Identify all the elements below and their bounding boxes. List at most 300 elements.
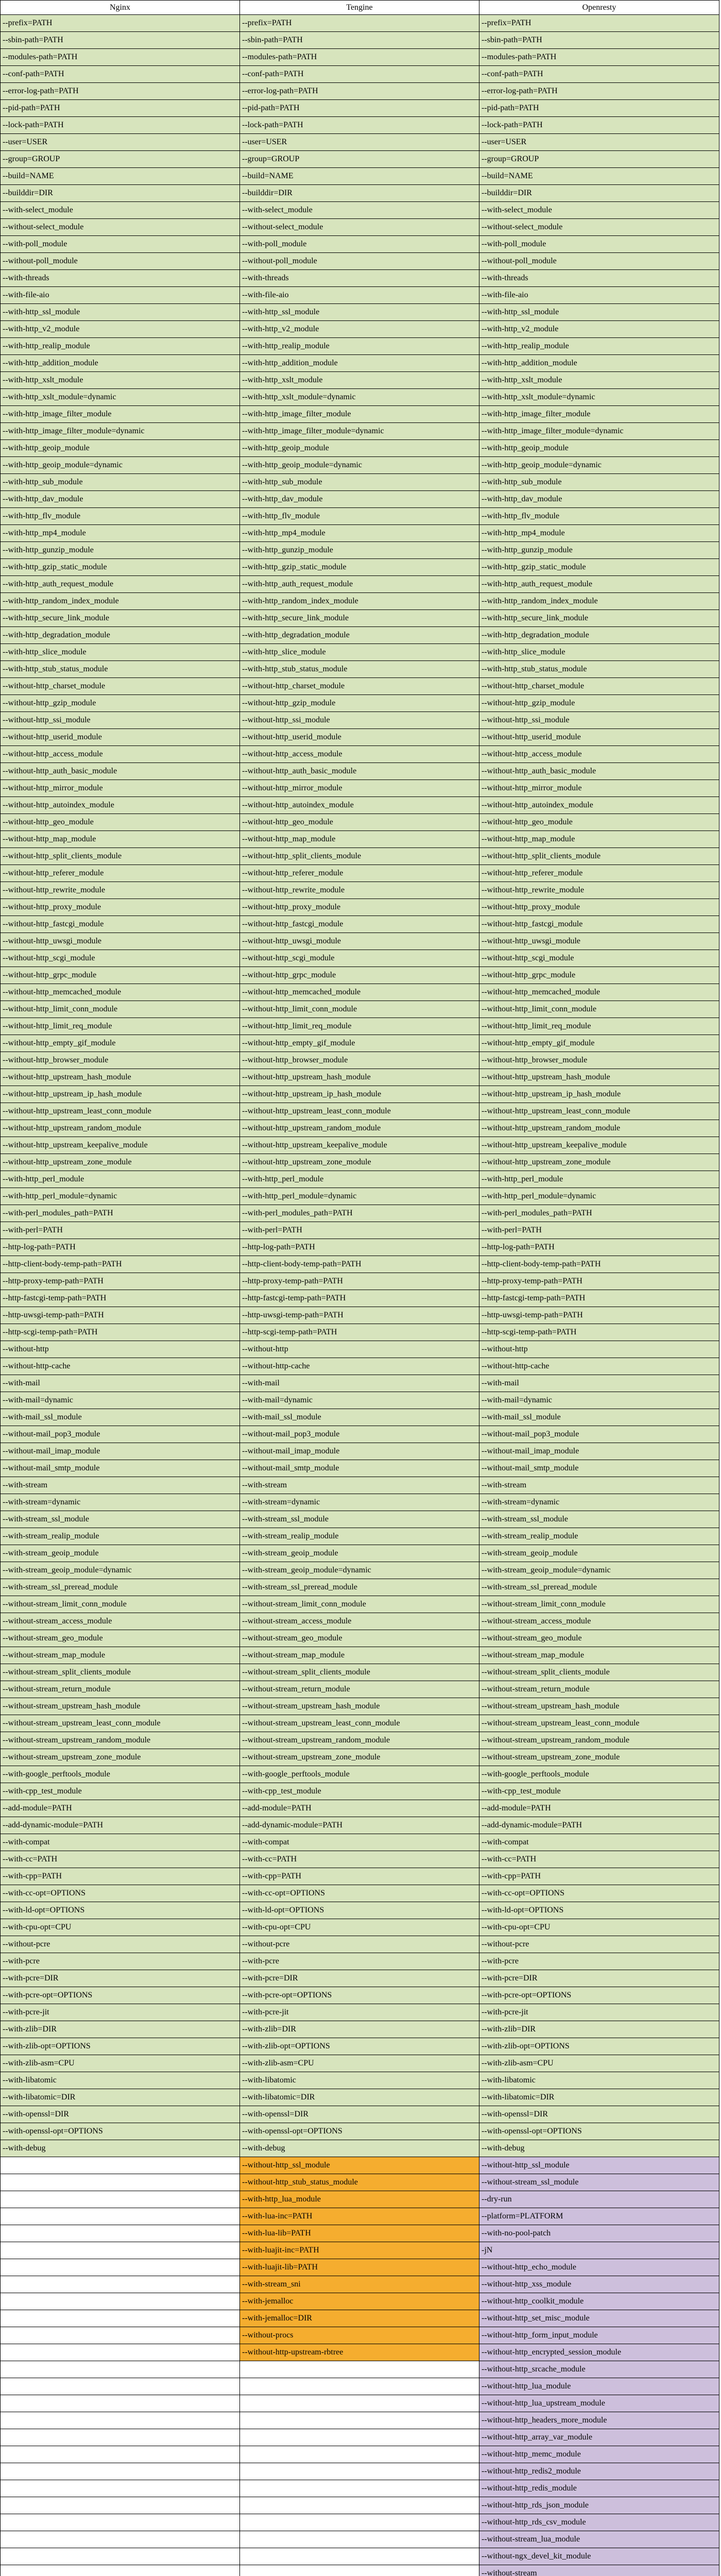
nginx-option: --without-http [1,1341,240,1358]
nginx-option: --without-http_autoindex_module [1,797,240,814]
tengine-option: --without-stream_geo_module [240,1630,479,1647]
openresty-option: --with-http_flv_module [479,508,719,525]
options-body [1,15,719,2576]
table-row [1,1647,719,1664]
tengine-option: --with-stream_ssl_module [240,1511,479,1528]
nginx-option: --with-pcre-opt=OPTIONS [1,1987,240,2004]
tengine-option: --modules-path=PATH [240,49,479,66]
openresty-extra-option: --without-ngx_devel_kit_module [479,2548,719,2565]
openresty-option: --with-perl_modules_path=PATH [479,1205,719,1222]
nginx-option: --with-zlib-asm=CPU [1,2055,240,2072]
nginx-empty-cell [1,2514,240,2531]
openresty-option: --with-cc=PATH [479,1851,719,1868]
table-row [1,2565,719,2576]
openresty-option: --with-cpp_test_module [479,1783,719,1800]
tengine-extra-option: --with-jemalloc [240,2293,479,2310]
tengine-extra-option: --with-http_lua_module [240,2191,479,2208]
table-row [1,2004,719,2021]
table-row [1,2208,719,2225]
table-row [1,712,719,729]
openresty-extra-option: --without-http_srcache_module [479,2361,719,2378]
openresty-option: --with-zlib=DIR [479,2021,719,2038]
tengine-option: --with-http_realip_module [240,338,479,355]
openresty-option: --without-stream_map_module [479,1647,719,1664]
openresty-option: --with-stream_ssl_module [479,1511,719,1528]
table-row [1,2055,719,2072]
openresty-option: --without-http_split_clients_module [479,848,719,865]
tengine-empty-cell [240,2497,479,2514]
table-row [1,763,719,780]
tengine-option: --with-zlib-opt=OPTIONS [240,2038,479,2055]
nginx-empty-cell [1,2497,240,2514]
tengine-option: --with-http_perl_module [240,1171,479,1188]
tengine-option: --with-mail=dynamic [240,1392,479,1409]
nginx-option: --without-pcre [1,1936,240,1953]
nginx-option: --build=NAME [1,168,240,185]
openresty-option: --without-http_upstream_zone_module [479,1154,719,1171]
table-row [1,1715,719,1732]
tengine-extra-option: --with-lua-inc=PATH [240,2208,479,2225]
openresty-option: --with-zlib-asm=CPU [479,2055,719,2072]
table-row [1,882,719,899]
tengine-option: --without-http_upstream_least_conn_module [240,1103,479,1120]
openresty-option: --modules-path=PATH [479,49,719,66]
tengine-option: --lock-path=PATH [240,117,479,134]
table-row [1,1188,719,1205]
nginx-option: --with-http_image_filter_module [1,406,240,423]
nginx-option: --without-http_scgi_module [1,950,240,967]
table-row [1,1783,719,1800]
table-row [1,236,719,253]
openresty-extra-option: --without-http_ssl_module [479,2157,719,2174]
openresty-extra-option: --without-http_rds_json_module [479,2497,719,2514]
nginx-option: --http-scgi-temp-path=PATH [1,1324,240,1341]
openresty-option: --without-http_charset_module [479,678,719,695]
table-row [1,151,719,168]
tengine-empty-cell [240,2395,479,2412]
table-row [1,559,719,576]
nginx-option: --with-cpp_test_module [1,1783,240,1800]
table-row [1,695,719,712]
tengine-extra-option: --without-http_ssl_module [240,2157,479,2174]
table-row [1,1052,719,1069]
nginx-option: --without-poll_module [1,253,240,270]
tengine-option: --with-openssl=DIR [240,2106,479,2123]
nginx-option: --http-uwsgi-temp-path=PATH [1,1307,240,1324]
nginx-option: --without-http_gzip_module [1,695,240,712]
tengine-option: --without-poll_module [240,253,479,270]
table-row [1,1137,719,1154]
table-row [1,355,719,372]
table-row [1,2259,719,2276]
table-row [1,406,719,423]
nginx-option: --without-http_mirror_module [1,780,240,797]
header-tengine: Tengine [240,1,479,15]
openresty-option: --with-http_gzip_static_module [479,559,719,576]
tengine-option: --with-stream_geoip_module=dynamic [240,1562,479,1579]
tengine-option: --without-http_limit_conn_module [240,1001,479,1018]
nginx-option: --with-http_degradation_module [1,627,240,644]
table-row [1,1868,719,1885]
table-row [1,270,719,287]
tengine-empty-cell [240,2429,479,2446]
nginx-option: --without-mail_smtp_module [1,1460,240,1477]
tengine-empty-cell [240,2446,479,2463]
openresty-option: --without-http_mirror_module [479,780,719,797]
tengine-extra-option: --with-jemalloc=DIR [240,2310,479,2327]
tengine-option: --http-scgi-temp-path=PATH [240,1324,479,1341]
tengine-option: --without-mail_pop3_module [240,1426,479,1443]
tengine-option: --with-http_slice_module [240,644,479,661]
openresty-option: --with-threads [479,270,719,287]
nginx-option: --with-select_module [1,202,240,219]
nginx-option: --without-http_geo_module [1,814,240,831]
nginx-option: --with-stream [1,1477,240,1494]
tengine-option: --with-cc=PATH [240,1851,479,1868]
openresty-option: --without-http_memcached_module [479,984,719,1001]
table-row [1,1919,719,1936]
openresty-option: --with-http_ssl_module [479,304,719,321]
nginx-empty-cell [1,2429,240,2446]
nginx-option: --with-perl_modules_path=PATH [1,1205,240,1222]
table-row [1,1732,719,1749]
openresty-option: --without-http_scgi_module [479,950,719,967]
tengine-option: --with-http_random_index_module [240,593,479,610]
openresty-extra-option: --without-http_xss_module [479,2276,719,2293]
openresty-option: --without-http_empty_gif_module [479,1035,719,1052]
nginx-option: --without-http-cache [1,1358,240,1375]
nginx-option: --without-stream_return_module [1,1681,240,1698]
nginx-option: --sbin-path=PATH [1,32,240,49]
nginx-option: --with-http_gzip_static_module [1,559,240,576]
table-row [1,525,719,542]
nginx-empty-cell [1,2480,240,2497]
nginx-option: --with-zlib-opt=OPTIONS [1,2038,240,2055]
tengine-option: --sbin-path=PATH [240,32,479,49]
openresty-option: --with-libatomic [479,2072,719,2089]
table-row [1,1273,719,1290]
openresty-option: --prefix=PATH [479,15,719,32]
table-row [1,338,719,355]
nginx-empty-cell [1,2259,240,2276]
openresty-option: --with-http_xslt_module [479,372,719,389]
tengine-option: --add-dynamic-module=PATH [240,1817,479,1834]
tengine-option: --with-perl=PATH [240,1222,479,1239]
table-row [1,1698,719,1715]
table-row [1,1392,719,1409]
table-row [1,253,719,270]
table-row [1,1307,719,1324]
openresty-option: --without-http_limit_req_module [479,1018,719,1035]
nginx-option: --without-mail_imap_module [1,1443,240,1460]
table-row [1,219,719,236]
nginx-option: --with-http_ssl_module [1,304,240,321]
tengine-option: --with-libatomic=DIR [240,2089,479,2106]
openresty-option: --with-mail [479,1375,719,1392]
tengine-empty-cell [240,2412,479,2429]
openresty-option: --without-select_module [479,219,719,236]
nginx-option: --user=USER [1,134,240,151]
tengine-option: --without-pcre [240,1936,479,1953]
tengine-option: --conf-path=PATH [240,66,479,83]
nginx-empty-cell [1,2191,240,2208]
tengine-option: --without-http_upstream_keepalive_module [240,1137,479,1154]
table-row [1,1579,719,1596]
tengine-option: --with-http_image_filter_module [240,406,479,423]
table-row [1,1545,719,1562]
table-row [1,2480,719,2497]
table-row [1,1562,719,1579]
openresty-option: --with-mail=dynamic [479,1392,719,1409]
tengine-extra-option: --with-lua-lib=PATH [240,2225,479,2242]
nginx-option: --without-http_upstream_least_conn_module [1,1103,240,1120]
openresty-option: --add-dynamic-module=PATH [479,1817,719,1834]
nginx-option: --with-stream_ssl_preread_module [1,1579,240,1596]
openresty-option: --without-http_access_module [479,746,719,763]
tengine-option: --with-http_degradation_module [240,627,479,644]
openresty-extra-option: --without-http_array_var_module [479,2429,719,2446]
table-row [1,2174,719,2191]
openresty-option: --with-perl=PATH [479,1222,719,1239]
openresty-option: --without-http_map_module [479,831,719,848]
tengine-option: --without-http_mirror_module [240,780,479,797]
openresty-option: --http-uwsgi-temp-path=PATH [479,1307,719,1324]
nginx-option: --without-http_proxy_module [1,899,240,916]
table-row [1,967,719,984]
table-row [1,1885,719,1902]
openresty-option: --without-http_userid_module [479,729,719,746]
table-row [1,814,719,831]
openresty-option: --with-http_xslt_module=dynamic [479,389,719,406]
tengine-option: --without-stream_upstream_least_conn_module [240,1715,479,1732]
table-row [1,1001,719,1018]
table-row [1,865,719,882]
table-row [1,474,719,491]
tengine-option: --with-cpp_test_module [240,1783,479,1800]
nginx-empty-cell [1,2395,240,2412]
tengine-option: --without-select_module [240,219,479,236]
tengine-option: --http-log-path=PATH [240,1239,479,1256]
table-row [1,32,719,49]
table-row [1,2378,719,2395]
nginx-option: --without-http_ssi_module [1,712,240,729]
openresty-option: --with-file-aio [479,287,719,304]
openresty-option: --conf-path=PATH [479,66,719,83]
openresty-extra-option: --without-http_memc_module [479,2446,719,2463]
openresty-option: --without-mail_pop3_module [479,1426,719,1443]
nginx-option: --with-http_random_index_module [1,593,240,610]
openresty-option: --without-http_geo_module [479,814,719,831]
nginx-empty-cell [1,2327,240,2344]
tengine-option: --with-http_xslt_module=dynamic [240,389,479,406]
openresty-extra-option: --without-http_encrypted_session_module [479,2344,719,2361]
table-row [1,2361,719,2378]
table-row [1,1970,719,1987]
nginx-option: --pid-path=PATH [1,100,240,117]
tengine-option: --user=USER [240,134,479,151]
openresty-option: --with-http_auth_request_module [479,576,719,593]
table-row [1,1035,719,1052]
nginx-empty-cell [1,2446,240,2463]
nginx-option: --without-http_auth_basic_module [1,763,240,780]
table-row [1,168,719,185]
nginx-option: --add-dynamic-module=PATH [1,1817,240,1834]
table-row [1,2157,719,2174]
tengine-empty-cell [240,2463,479,2480]
openresty-option: --with-openssl-opt=OPTIONS [479,2123,719,2140]
table-row [1,576,719,593]
tengine-option: --with-http_v2_module [240,321,479,338]
table-row [1,2463,719,2480]
tengine-option: --with-http_perl_module=dynamic [240,1188,479,1205]
nginx-option: --with-http_auth_request_module [1,576,240,593]
tengine-option: --with-http_mp4_module [240,525,479,542]
openresty-option: --with-mail_ssl_module [479,1409,719,1426]
openresty-extra-option: --without-http_lua_module [479,2378,719,2395]
table-row [1,2123,719,2140]
table-row [1,1664,719,1681]
openresty-option: --with-http_mp4_module [479,525,719,542]
tengine-option: --with-http_auth_request_module [240,576,479,593]
nginx-option: --with-stream_ssl_module [1,1511,240,1528]
table-row [1,1324,719,1341]
nginx-option: --without-http_upstream_zone_module [1,1154,240,1171]
nginx-option: --with-cpu-opt=CPU [1,1919,240,1936]
table-row [1,2242,719,2259]
tengine-option: --with-http_geoip_module=dynamic [240,457,479,474]
openresty-option: --without-stream_upstream_random_module [479,1732,719,1749]
openresty-option: --with-cpu-opt=CPU [479,1919,719,1936]
nginx-option: --with-mail=dynamic [1,1392,240,1409]
openresty-option: --with-http_dav_module [479,491,719,508]
tengine-option: --without-stream_upstream_hash_module [240,1698,479,1715]
table-row [1,933,719,950]
nginx-option: --with-google_perftools_module [1,1766,240,1783]
tengine-option: --with-compat [240,1834,479,1851]
tengine-option: --with-perl_modules_path=PATH [240,1205,479,1222]
tengine-option: --without-http_userid_module [240,729,479,746]
table-row [1,1018,719,1035]
tengine-option: --with-cpp=PATH [240,1868,479,1885]
openresty-option: --with-pcre-jit [479,2004,719,2021]
openresty-option: --with-http_geoip_module=dynamic [479,457,719,474]
openresty-option: --http-log-path=PATH [479,1239,719,1256]
tengine-option: --without-http_autoindex_module [240,797,479,814]
table-row [1,780,719,797]
table-row [1,661,719,678]
tengine-extra-option: --without-procs [240,2327,479,2344]
nginx-option: --with-http_realip_module [1,338,240,355]
nginx-option: --with-openssl=DIR [1,2106,240,2123]
nginx-option: --group=GROUP [1,151,240,168]
openresty-option: --without-http_upstream_ip_hash_module [479,1086,719,1103]
nginx-option: --without-http_memcached_module [1,984,240,1001]
nginx-empty-cell [1,2310,240,2327]
nginx-option: --with-http_dav_module [1,491,240,508]
openresty-option: --lock-path=PATH [479,117,719,134]
tengine-option: --add-module=PATH [240,1800,479,1817]
tengine-option: --with-file-aio [240,287,479,304]
openresty-extra-option: --without-http_headers_more_module [479,2412,719,2429]
nginx-option: --http-fastcgi-temp-path=PATH [1,1290,240,1307]
table-row [1,2191,719,2208]
table-row [1,2395,719,2412]
tengine-option: --without-http [240,1341,479,1358]
tengine-option: --with-mail_ssl_module [240,1409,479,1426]
tengine-option: --with-stream_geoip_module [240,1545,479,1562]
tengine-option: --with-pcre-opt=OPTIONS [240,1987,479,2004]
table-row [1,1596,719,1613]
nginx-option: --with-mail_ssl_module [1,1409,240,1426]
table-row [1,1086,719,1103]
tengine-option: --without-http_referer_module [240,865,479,882]
openresty-option: --with-google_perftools_module [479,1766,719,1783]
nginx-option: --with-http_xslt_module [1,372,240,389]
openresty-option: --pid-path=PATH [479,100,719,117]
tengine-option: --without-http_upstream_random_module [240,1120,479,1137]
openresty-extra-option: --without-http_coolkit_module [479,2293,719,2310]
table-row [1,2429,719,2446]
nginx-option: --without-http_fastcgi_module [1,916,240,933]
nginx-option: --without-stream_upstream_least_conn_module [1,1715,240,1732]
nginx-empty-cell [1,2242,240,2259]
table-row [1,304,719,321]
nginx-option: --with-openssl-opt=OPTIONS [1,2123,240,2140]
table-row [1,1987,719,2004]
openresty-option: --with-http_sub_module [479,474,719,491]
tengine-option: --without-http_access_module [240,746,479,763]
openresty-option: --with-stream_ssl_preread_module [479,1579,719,1596]
openresty-extra-option: --without-http_rds_csv_module [479,2514,719,2531]
tengine-option: --without-http_scgi_module [240,950,479,967]
nginx-option: --with-http_sub_module [1,474,240,491]
table-row [1,950,719,967]
nginx-option: --http-client-body-temp-path=PATH [1,1256,240,1273]
nginx-option: --without-http_map_module [1,831,240,848]
nginx-option: --without-http_empty_gif_module [1,1035,240,1052]
table-row [1,1120,719,1137]
table-row [1,2276,719,2293]
table-row [1,1341,719,1358]
nginx-option: --without-http_referer_module [1,865,240,882]
table-row [1,2038,719,2055]
nginx-option: --with-stream_realip_module [1,1528,240,1545]
openresty-option: --without-http_autoindex_module [479,797,719,814]
openresty-option: --add-module=PATH [479,1800,719,1817]
tengine-option: --without-http_memcached_module [240,984,479,1001]
openresty-option: --with-http_gunzip_module [479,542,719,559]
table-row [1,134,719,151]
tengine-option: --with-pcre=DIR [240,1970,479,1987]
openresty-option: --without-mail_smtp_module [479,1460,719,1477]
table-row [1,2344,719,2361]
tengine-option: --with-http_secure_link_module [240,610,479,627]
openresty-option: --without-http_proxy_module [479,899,719,916]
openresty-option: --with-stream_geoip_module=dynamic [479,1562,719,1579]
openresty-extra-option: --without-stream_lua_module [479,2531,719,2548]
openresty-extra-option: -jN [479,2242,719,2259]
table-row [1,1443,719,1460]
nginx-option: --with-compat [1,1834,240,1851]
table-row [1,1936,719,1953]
table-row [1,1290,719,1307]
table-row [1,49,719,66]
tengine-option: --with-poll_module [240,236,479,253]
table-row [1,423,719,440]
table-row [1,1069,719,1086]
nginx-option: --prefix=PATH [1,15,240,32]
openresty-extra-option: --without-stream [479,2565,719,2576]
